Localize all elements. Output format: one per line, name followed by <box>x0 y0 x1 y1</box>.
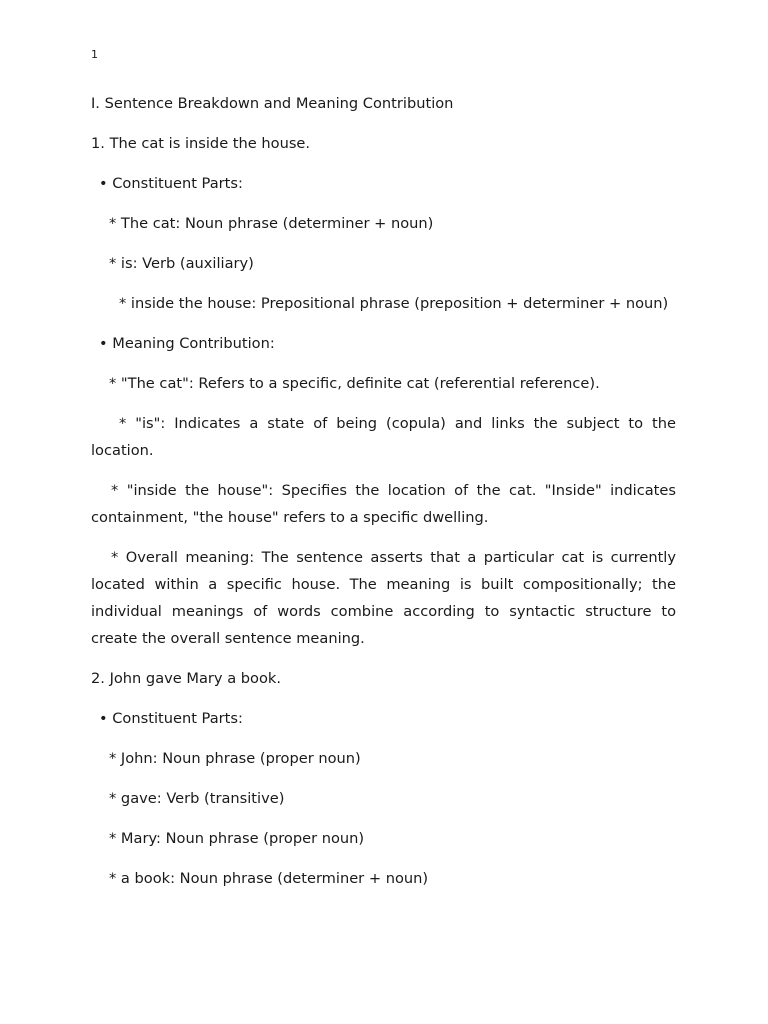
constituent-parts-label: • Constituent Parts: <box>99 710 243 727</box>
constituent-parts-label: • Constituent Parts: <box>99 175 243 192</box>
meaning-item: * Overall meaning: The sentence asserts that a particular cat is currently located within a specific house. The meaning is built compositionally; the individual meanings of words combine according to syntactic structure to create the overall sentence meaning. <box>91 549 676 647</box>
meaning-contribution-label: • Meaning Contribution: <box>99 335 275 352</box>
sentence-heading: 2. John gave Mary a book. <box>91 670 281 687</box>
constituent-item: * inside the house: Prepositional phrase (preposition + determiner + noun) <box>119 295 669 312</box>
meaning-item: * "inside the house": Specifies the location of the cat. "Inside" indicates containment, "the house" refers to a specific dwelling. <box>91 482 676 526</box>
section-title: I. Sentence Breakdown and Meaning Contribution <box>91 95 454 112</box>
constituent-item: * a book: Noun phrase (determiner + noun) <box>109 870 429 887</box>
constituent-item: * is: Verb (auxiliary) <box>109 255 254 272</box>
document-body <box>91 90 676 905</box>
page-number: 1 <box>91 48 98 61</box>
constituent-item: * The cat: Noun phrase (determiner + noun) <box>109 215 434 232</box>
meaning-item: * "is": Indicates a state of being (copula) and links the subject to the location. <box>91 415 676 459</box>
constituent-item: * gave: Verb (transitive) <box>109 790 285 807</box>
constituent-item: * John: Noun phrase (proper noun) <box>109 750 361 767</box>
meaning-item: * "The cat": Refers to a specific, definite cat (referential reference). <box>109 375 600 392</box>
constituent-item: * Mary: Noun phrase (proper noun) <box>109 830 365 847</box>
sentence-heading: 1. The cat is inside the house. <box>91 135 311 152</box>
